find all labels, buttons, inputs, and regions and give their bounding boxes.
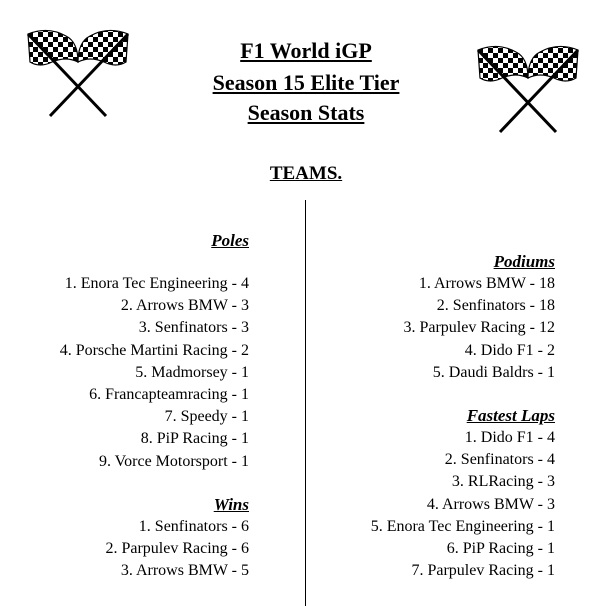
list-item: 3. Senfinators - 3: [138, 319, 249, 337]
list-item: 1. Enora Tec Engineering - 4: [64, 275, 249, 292]
section-title-teams: TEAMS.: [269, 163, 343, 184]
poles-list: [60, 273, 249, 473]
wins-list: [105, 516, 249, 583]
page-subtitle-2: Season Stats: [247, 100, 365, 125]
column-divider: [305, 200, 306, 606]
list-item: 7. Parpulev Racing - 1: [411, 562, 555, 580]
list-item: 6. Francapteamracing - 1: [89, 386, 249, 404]
fastest-laps-list: [371, 427, 555, 582]
podiums-heading: Podiums: [493, 252, 555, 271]
list-item: 4. Dido F1 - 2: [464, 341, 555, 359]
wins-section: [105, 494, 249, 583]
list-item: 2. Parpulev Racing - 6: [105, 540, 249, 558]
list-item: 3. RLRacing - 3: [451, 473, 555, 491]
list-item: 1. Arrows BMW - 18: [418, 275, 555, 292]
list-item: 4. Porsche Martini Racing - 2: [59, 341, 249, 359]
page-subtitle: Season 15 Elite Tier: [212, 70, 400, 95]
list-item: 3. Parpulev Racing - 12: [403, 319, 555, 337]
list-item: 2. Senfinators - 4: [444, 451, 555, 469]
list-item: 5. Daudi Baldrs - 1: [432, 363, 555, 381]
fastest-laps-section: [371, 405, 555, 582]
poles-section: [60, 230, 249, 473]
list-item: 1. Senfinators - 6: [138, 518, 249, 535]
podiums-section: [403, 251, 555, 384]
list-item: 4. Arrows BMW - 3: [426, 495, 555, 513]
list-item: 5. Madmorsey - 1: [135, 363, 249, 381]
list-item: 1. Dido F1 - 4: [464, 429, 555, 446]
poles-heading: Poles: [211, 231, 249, 250]
fastest-laps-heading: Fastest Laps: [466, 406, 555, 425]
list-item: 3. Arrows BMW - 5: [120, 562, 249, 580]
podiums-list: [403, 273, 555, 384]
list-item: 8. PiP Racing - 1: [140, 430, 249, 448]
list-item: 6. PiP Racing - 1: [446, 540, 555, 558]
list-item: 9. Vorce Motorsport - 1: [98, 452, 249, 470]
list-item: 5. Enora Tec Engineering - 1: [370, 517, 555, 535]
wins-heading: Wins: [213, 495, 249, 514]
list-item: 2. Arrows BMW - 3: [120, 297, 249, 315]
page-title: F1 World iGP: [240, 38, 372, 63]
list-item: 7. Speedy - 1: [164, 408, 249, 426]
list-item: 2. Senfinators - 18: [436, 297, 555, 315]
